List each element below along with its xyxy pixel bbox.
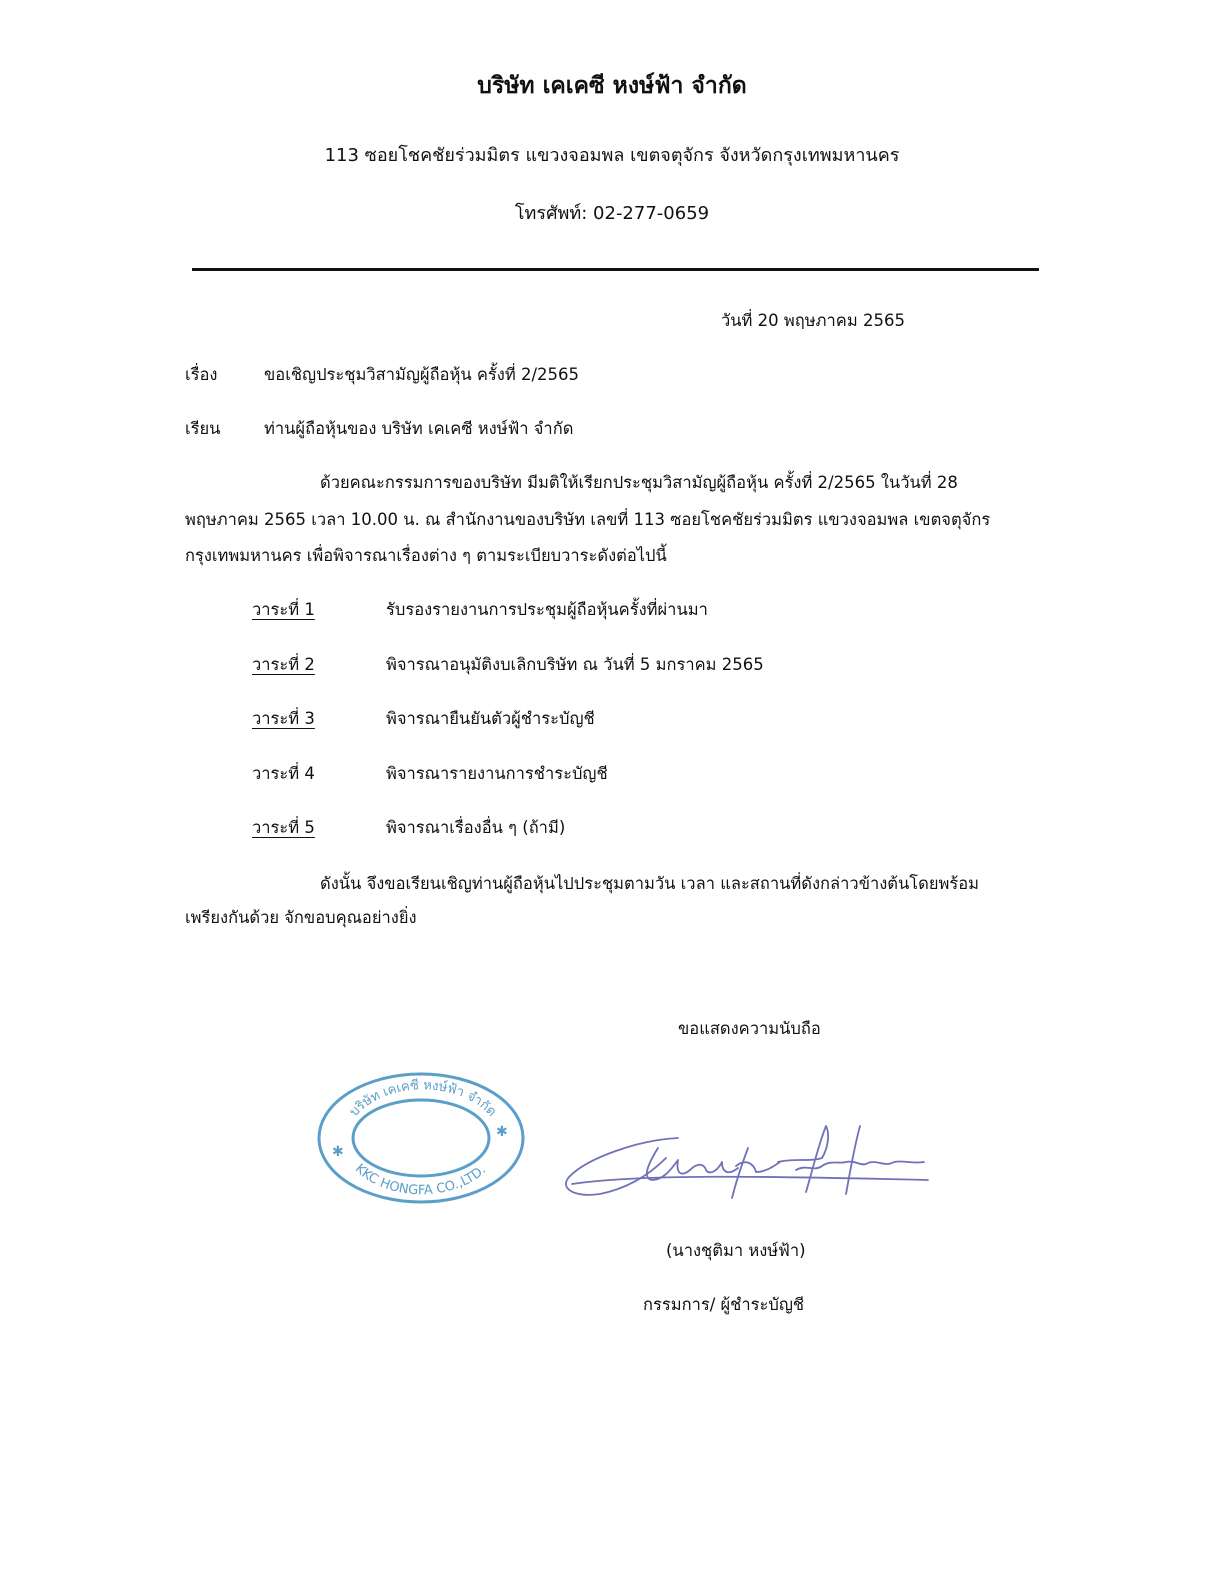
header-divider bbox=[192, 268, 1039, 271]
agenda-label: วาระที่ 5 bbox=[252, 818, 315, 837]
body-paragraph-1-line: ด้วยคณะกรรมการของบริษัท มีมติให้เรียกประชุมวิสามัญผู้ถือหุ้น ครั้งที่ 2/2565 ในวันที่ 28 bbox=[320, 473, 958, 492]
recipient-label: เรียน bbox=[185, 419, 221, 438]
recipient-text: ท่านผู้ถือหุ้นของ บริษัท เคเคซี หงษ์ฟ้า จำกัด bbox=[264, 419, 574, 438]
agenda-text: พิจารณายืนยันตัวผู้ชำระบัญชี bbox=[386, 709, 595, 728]
body-paragraph-2-line: เพรียงกันด้วย จักขอบคุณอย่างยิ่ง bbox=[185, 908, 417, 927]
stamp-english-text: KKC HONGFA CO.,LTD. bbox=[351, 1161, 490, 1199]
stamp-inner-ring bbox=[353, 1100, 489, 1176]
signer-title: กรรมการ/ ผู้ชำระบัญชี bbox=[643, 1295, 805, 1314]
agenda-label: วาระที่ 2 bbox=[252, 655, 315, 674]
company-address: 113 ซอยโชคชัยร่วมมิตร แขวงจอมพล เขตจตุจักร จังหวัดกรุงเทพมหานคร bbox=[324, 145, 900, 166]
agenda-label: วาระที่ 4 bbox=[252, 764, 315, 783]
letter-date: วันที่ 20 พฤษภาคม 2565 bbox=[721, 311, 905, 330]
company-phone: โทรศัพท์: 02-277-0659 bbox=[514, 203, 710, 224]
agenda-text: รับรองรายงานการประชุมผู้ถือหุ้นครั้งที่ผ่านมา bbox=[386, 600, 708, 619]
closing-salutation: ขอแสดงความนับถือ bbox=[678, 1019, 821, 1038]
body-paragraph-1-line: พฤษภาคม 2565 เวลา 10.00 น. ณ สำนักงานของบริษัท เลขที่ 113 ซอยโชคชัยร่วมมิตร แขวงจอมพล เขตจตุจักร bbox=[185, 510, 991, 529]
body-paragraph-1-line: กรุงเทพมหานคร เพื่อพิจารณาเรื่องต่าง ๆ ตามระเบียบวาระดังต่อไปนี้ bbox=[185, 546, 667, 565]
agenda-text: พิจารณารายงานการชำระบัญชี bbox=[386, 764, 608, 783]
company-stamp bbox=[316, 1066, 526, 1206]
signer-name: (นางชุติมา หงษ์ฟ้า) bbox=[666, 1241, 806, 1260]
agenda-label: วาระที่ 3 bbox=[252, 709, 315, 728]
stamp-thai-text: บริษัท เคเคซี หงษ์ฟ้า จำกัด bbox=[346, 1078, 500, 1120]
stamp-star-icon: ✱ bbox=[496, 1124, 508, 1140]
subject-label: เรื่อง bbox=[185, 365, 218, 384]
company-name: บริษัท เคเคซี หงษ์ฟ้า จำกัด bbox=[477, 73, 747, 99]
stamp-star-icon: ✱ bbox=[332, 1144, 344, 1160]
agenda-text: พิจารณาอนุมัติงบเลิกบริษัท ณ วันที่ 5 มกราคม 2565 bbox=[386, 655, 764, 674]
agenda-text: พิจารณาเรื่องอื่น ๆ (ถ้ามี) bbox=[386, 818, 566, 837]
body-paragraph-2-line: ดังนั้น จึงขอเรียนเชิญท่านผู้ถือหุ้นไปประชุมตามวัน เวลา และสถานที่ดังกล่าวข้างต้นโดยพร้อม bbox=[320, 874, 980, 893]
agenda-label: วาระที่ 1 bbox=[252, 600, 315, 619]
handwritten-signature bbox=[560, 1118, 932, 1208]
subject-text: ขอเชิญประชุมวิสามัญผู้ถือหุ้น ครั้งที่ 2/2565 bbox=[264, 365, 579, 384]
